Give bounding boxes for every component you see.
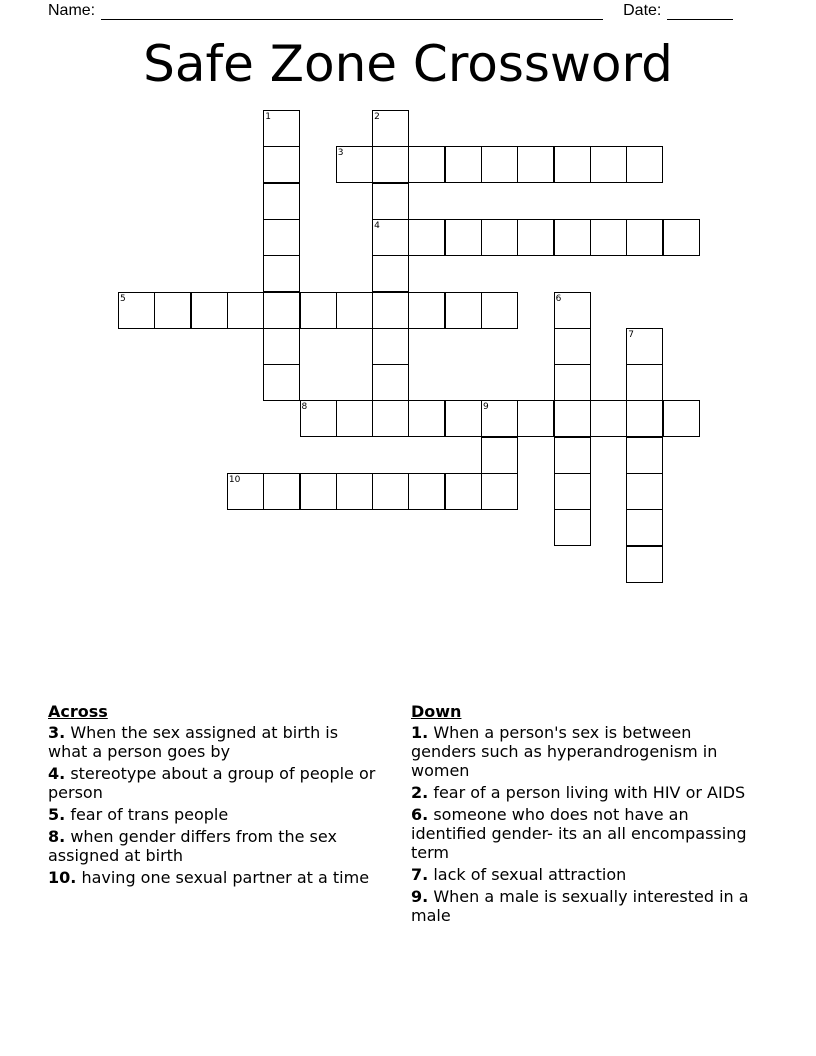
clue-number: 7. (411, 865, 429, 884)
grid-cell[interactable] (408, 219, 445, 256)
across-clue (48, 827, 378, 865)
grid-cell[interactable] (263, 328, 300, 365)
clue-number: 6. (411, 805, 429, 824)
clue-text: when gender differs from the sex assigned at birth (48, 827, 337, 865)
grid-cell[interactable] (481, 219, 518, 256)
grid-cell[interactable] (663, 219, 700, 256)
grid-cell[interactable] (263, 255, 300, 292)
grid-cell[interactable] (372, 219, 409, 256)
grid-cell[interactable] (626, 546, 663, 583)
grid-cell[interactable] (118, 292, 155, 329)
grid-cell[interactable] (408, 473, 445, 510)
grid-cell[interactable] (445, 292, 482, 329)
clue-number: 2. (411, 783, 429, 802)
grid-cell[interactable] (554, 219, 591, 256)
clue-number-label: 4 (374, 220, 380, 231)
grid-cell[interactable] (626, 509, 663, 546)
grid-cell[interactable] (626, 400, 663, 437)
grid-cell[interactable] (554, 473, 591, 510)
grid-cell[interactable] (590, 400, 627, 437)
grid-cell[interactable] (554, 292, 591, 329)
grid-cell[interactable] (263, 364, 300, 401)
down-clue (411, 783, 756, 802)
grid-cell[interactable] (336, 400, 373, 437)
clue-number-label: 10 (228, 475, 241, 485)
clue-number-label: 5 (120, 293, 126, 304)
clue-number: 5. (48, 805, 66, 824)
clue-text: When a person's sex is between genders such as hyperandrogenism in women (411, 723, 718, 780)
grid-cell[interactable] (227, 292, 264, 329)
grid-cell[interactable] (626, 473, 663, 510)
grid-cell[interactable] (336, 292, 373, 329)
clue-number: 9. (411, 887, 429, 906)
page-title: Safe Zone Crossword (143, 35, 673, 93)
grid-cell[interactable] (481, 400, 518, 437)
grid-cell[interactable] (154, 292, 191, 329)
grid-cell[interactable] (263, 473, 300, 510)
grid-cell[interactable] (408, 146, 445, 183)
clue-number-label: 9 (483, 402, 489, 413)
grid-cell[interactable] (481, 292, 518, 329)
date-label: Date: (623, 2, 662, 19)
clue-number-label: 8 (301, 402, 308, 413)
clue-number: 1. (411, 723, 429, 742)
grid-cell[interactable] (445, 146, 482, 183)
grid-cell[interactable] (481, 146, 518, 183)
grid-cell[interactable] (445, 219, 482, 256)
clue-text: fear of trans people (70, 805, 229, 824)
name-label: Name: (48, 2, 96, 19)
grid-cell[interactable] (517, 219, 554, 256)
across-clue (48, 805, 378, 824)
grid-cell[interactable] (372, 255, 409, 292)
grid-cell[interactable] (263, 183, 300, 220)
across-heading: Across (48, 702, 108, 721)
grid-cell[interactable] (372, 110, 409, 147)
clue-number-label: 7 (628, 329, 634, 340)
across-clue (48, 764, 378, 802)
grid-cell[interactable] (408, 292, 445, 329)
clue-text: stereotype about a group of people or person (48, 764, 376, 802)
grid-cell[interactable] (590, 219, 627, 256)
grid-cell[interactable] (408, 400, 445, 437)
grid-cell[interactable] (481, 437, 518, 474)
down-clue (411, 723, 756, 780)
clue-text: someone who does not have an identified gender- its an all encompassing term (411, 805, 747, 862)
grid-cell[interactable] (481, 473, 518, 510)
grid-cell[interactable] (517, 146, 554, 183)
grid-cell[interactable] (372, 473, 409, 510)
clue-text: When the sex assigned at birth is what a person goes by (48, 723, 339, 761)
down-clue (411, 887, 756, 925)
grid-cell[interactable] (517, 400, 554, 437)
grid-cell[interactable] (663, 400, 700, 437)
grid-cell[interactable] (191, 292, 228, 329)
grid-cell[interactable] (372, 364, 409, 401)
grid-cell[interactable] (554, 400, 591, 437)
grid-cell[interactable] (372, 146, 409, 183)
grid-cell[interactable] (263, 292, 300, 329)
clue-number-label: 3 (337, 148, 344, 159)
clue-number: 4. (48, 764, 66, 783)
down-heading: Down (411, 702, 462, 721)
clue-number-label: 2 (374, 112, 380, 122)
across-clue (48, 868, 378, 887)
grid-cell[interactable] (300, 400, 337, 437)
down-clue (411, 805, 756, 862)
grid-cell[interactable] (372, 183, 409, 220)
grid-cell[interactable] (626, 437, 663, 474)
grid-cell[interactable] (554, 364, 591, 401)
grid-cell[interactable] (372, 400, 409, 437)
clue-number-label: 6 (555, 293, 562, 304)
grid-cell[interactable] (372, 328, 409, 365)
grid-cell[interactable] (263, 146, 300, 183)
grid-cell[interactable] (263, 219, 300, 256)
clue-number: 8. (48, 827, 66, 846)
grid-cell[interactable] (263, 110, 300, 147)
clue-text: fear of a person living with HIV or AIDS (433, 783, 746, 802)
grid-cell[interactable] (554, 437, 591, 474)
clue-text: When a male is sexually interested in a male (411, 887, 749, 925)
grid-cell[interactable] (626, 219, 663, 256)
grid-cell[interactable] (300, 473, 337, 510)
grid-cell[interactable] (554, 509, 591, 546)
grid-cell[interactable] (300, 292, 337, 329)
clue-number: 3. (48, 723, 66, 742)
clue-text: lack of sexual attraction (433, 865, 627, 884)
across-clues (48, 702, 378, 890)
across-clue (48, 723, 378, 761)
clue-number-label: 1 (265, 112, 271, 122)
clue-text: having one sexual partner at a time (81, 868, 370, 887)
grid-cell[interactable] (227, 473, 264, 510)
grid-cell[interactable] (626, 328, 663, 365)
grid-cell[interactable] (626, 364, 663, 401)
clue-number: 10. (48, 868, 77, 887)
grid-cell[interactable] (445, 473, 482, 510)
grid-cell[interactable] (590, 146, 627, 183)
grid-cell[interactable] (336, 473, 373, 510)
down-clues (411, 702, 756, 928)
grid-cell[interactable] (372, 292, 409, 329)
grid-cell[interactable] (554, 146, 591, 183)
down-clue (411, 865, 756, 884)
grid-cell[interactable] (336, 146, 373, 183)
grid-cell[interactable] (626, 146, 663, 183)
grid-cell[interactable] (445, 400, 482, 437)
grid-cell[interactable] (554, 328, 591, 365)
